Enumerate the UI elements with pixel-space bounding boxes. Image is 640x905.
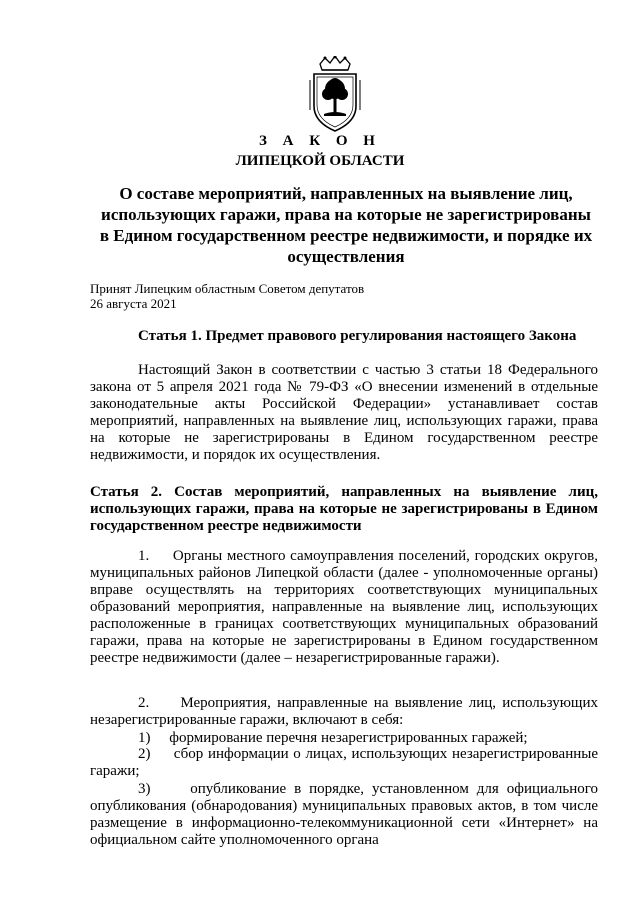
article-1-heading: Статья 1. Предмет правового регулирования настоящего Закона	[138, 328, 577, 344]
list-item: 2) сбор информации о лицах, использующих незарегистрированные гаражи;	[90, 746, 598, 779]
adoption-info	[90, 281, 364, 311]
coat-of-arms-icon	[300, 56, 370, 134]
article-2-paragraph-1: 1. Органы местного самоуправления поселений, городских округов, муниципальных районов Липецкой области (далее - уполномоченные органы) вправе осуществлять на территориях соответствующих муниципальных образований мероприятия, направленные на выявление лиц, использующих расположенные в границах соответствующих муниципальных образований гаражи, права на которые не зарегистрированы в Едином государственном реестре недвижимости (далее – незарегистрированные гаражи).	[90, 548, 598, 666]
adopted-date: 26 августа 2021	[90, 296, 177, 311]
law-title: О составе мероприятий, направленных на выявление лиц, использующих гаражи, права на которые не зарегистрированы в Едином государственном реестре недвижимости, и порядке их осуществления	[99, 184, 593, 266]
article-2-paragraph-2: 2. Мероприятия, направленные на выявление лиц, использующих незарегистрированные гаражи, включают в себя:	[90, 695, 598, 728]
article-1-text: Настоящий Закон в соответствии с частью 3 статьи 18 Федерального закона от 5 апреля 2021 года № 79-ФЗ «О внесении изменений в отдельные законодательные акты Российской Федерации» устанавливает состав мероприятий, направленных на выявление лиц, использующих гаражи, права на которые не зарегистрированы в Едином государственном реестре недвижимости, и порядок их осуществления.	[90, 362, 598, 463]
law-label: З А К О Н	[259, 133, 381, 149]
region-name: ЛИПЕЦКОЙ ОБЛАСТИ	[235, 153, 405, 169]
article-2-heading: Статья 2. Состав мероприятий, направленных на выявление лиц, использующих гаражи, права на которые не зарегистрированы в Едином государственном реестре недвижимости	[90, 484, 598, 534]
list-item: 3) опубликование в порядке, установленном для официального опубликования (обнародования) муниципальных правовых актов, в том числе размещение в информационно-телекоммуникационной сети «Интернет» на официальном сайте уполномоченного органа	[90, 781, 598, 848]
adopted-by: Принят Липецким областным Советом депутатов	[90, 281, 365, 296]
list-item: 1) формирование перечня незарегистрированных гаражей;	[138, 730, 528, 746]
